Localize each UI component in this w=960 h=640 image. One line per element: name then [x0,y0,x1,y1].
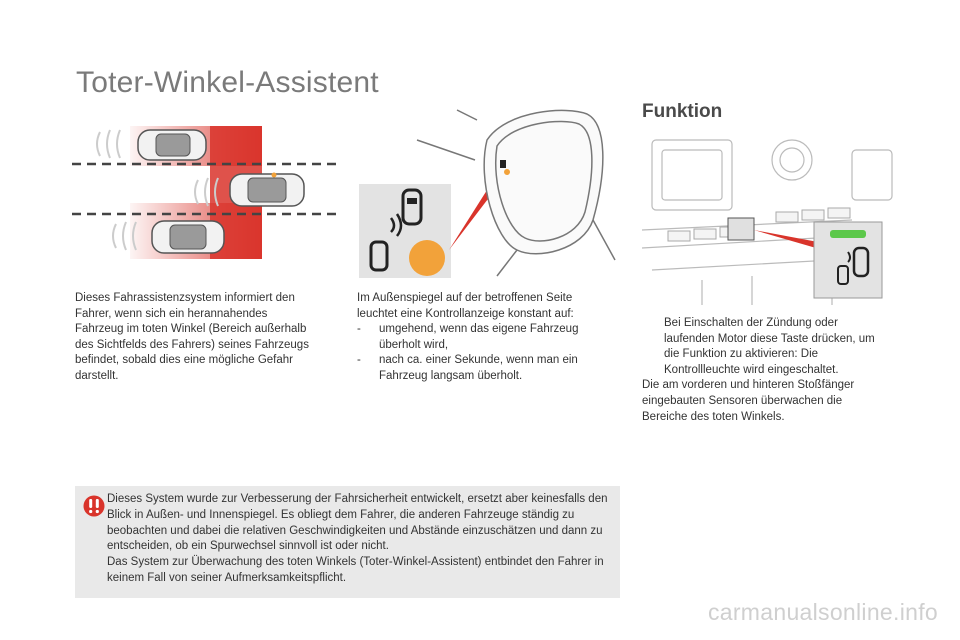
sensors-text: Die am vorderen und hinteren Stoßfänger eingebauten Sensoren überwachen die Bereiche des toten Winkels. [642,379,855,423]
intro-text: Dieses Fahrassistenzsystem informiert den Fahrer, wenn sich ein herannahendes Fahrzeug im toten Winkel (Bereich außerhalb des Sichtfelds des Fahrers) seines Fahrzeugs befindet, sobald dies eine mögliche Gefahr darstellt. [75,292,309,382]
warning-text [107,492,615,587]
warning-icon [83,495,105,517]
blind-spot-button-zoom [814,222,882,298]
function-text [642,316,882,425]
warning-line-1: Dieses System wurde zur Verbesserung der Fahrsicherheit entwickelt, ersetzt aber keinesfalls den Blick in Außen- und Innenspiegel. Es obliegt dem Fahrer, die anderen Fahrzeuge ständig zu beobachten und dabei die relativen Geschwindigkeiten und Abstände einzuschätzen und dann zu entscheiden, ob ein Spurwechsel sinnvoll ist oder nicht. [107,493,608,553]
activation-step: Bei Einschalten der Zündung oder laufenden Motor diese Taste drücken, um die Funktion zu aktivieren: Die Kontrollleuchte wird eingeschaltet. [664,317,875,376]
warning-box [75,486,620,598]
mirror-illustration [357,100,617,280]
green-indicator-light [830,230,866,238]
car-lower [152,221,224,253]
blind-spot-button-small [728,218,754,240]
car-own [230,173,304,207]
indicator-conditions-list [357,322,607,384]
blind-spot-zones-illustration [70,118,340,268]
list-item: - nach ca. einer Sekunde, wenn man ein Fahrzeug langsam überholt. [357,354,578,382]
mirror-indicator-text [357,291,607,385]
list-item: - umgehend, wenn das eigene Fahrzeug überholt wird, [357,323,579,351]
car-upper [138,130,206,160]
page-title: Toter-Winkel-Assistent [76,66,379,99]
mirror-intro-text: Im Außenspiegel auf der betroffenen Seite leuchtet eine Kontrollanzeige konstant auf: [357,292,574,320]
watermark: carmanualsonline.info [707,599,938,625]
dashboard-button-illustration [642,130,902,310]
warning-line-2: Das System zur Überwachung des toten Winkels (Toter-Winkel-Assistent) entbindet den Fahrer in keinem Fall von seiner Aufmerksamkeitspflicht. [107,556,604,584]
indicator-orange-light [409,240,445,276]
intro-paragraph [75,291,315,385]
section-title: Funktion [642,101,723,122]
